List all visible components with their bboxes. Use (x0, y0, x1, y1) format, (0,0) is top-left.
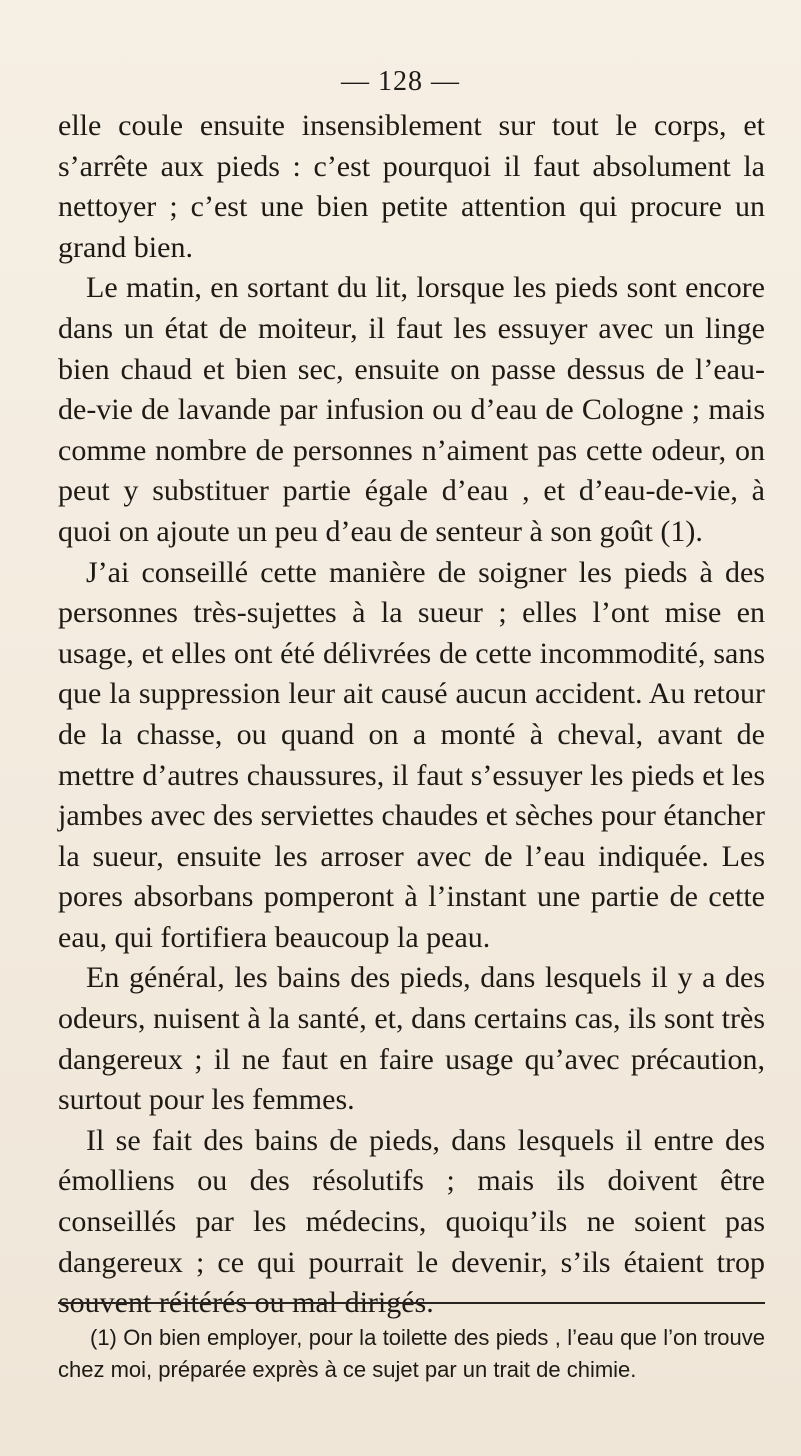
footnote-rule (58, 1302, 765, 1304)
paragraph-2: Le matin, en sortant du lit, lorsque les pieds sont encore dans un état de moiteur, il faut les essuyer avec un linge bien chaud et bien sec, ensuite on passe dessus de l’eau-de-vie de lavande par infusion ou d’eau de Cologne ; mais comme nombre de personnes n’aiment pas cette odeur, on peut y substituer partie égale d’eau , et d’eau-de-vie, à quoi on ajoute un peu d’eau de senteur à son goût (1). (58, 271, 765, 548)
main-text (58, 106, 765, 1324)
footnote: (1) On bien employer, pour la toilette des pieds , l’eau que l’on trouve chez moi, préparée exprès à ce sujet par un trait de chimie. (58, 1325, 765, 1382)
paragraph-1: elle coule ensuite insensiblement sur tout le corps, et s’arrête aux pieds : c’est pourquoi il faut absolument la nettoyer ; c’est une bien petite attention qui procure un grand bien. (58, 109, 765, 264)
paragraph-3: J’ai conseillé cette manière de soigner les pieds à des personnes très-sujettes à la sueur ; elles l’ont mise en usage, et elles ont été délivrées de cette incommodité, sans que la suppression leur ait causé aucun accident. Au retour de la chasse, ou quand on a monté à cheval, avant de mettre d’autres chaussures, il faut s’essuyer les pieds et les jambes avec des serviettes chaudes et sèches pour étancher la sueur, ensuite les arroser avec de l’eau indiquée. Les pores absorbans pomperont à l’instant une partie de cette eau, qui fortifiera beaucoup la peau. (58, 555, 765, 954)
paragraph-4: En général, les bains des pieds, dans lesquels il y a des odeurs, nuisent à la santé, et, dans certains cas, ils sont très dangereux ; il ne faut en faire usage qu’avec précaution, surtout pour les femmes. (58, 961, 765, 1117)
page-number: — 128 — (341, 66, 460, 97)
paragraph-5: Il se fait des bains de pieds, dans lesquels il entre des émolliens ou des résolutifs ; mais ils doivent être conseillés par les médecins, quoiqu’ils ne soient pas dangereux ; ce qui pourrait le devenir, s’ils étaient trop souvent réitérés ou mal dirigés. (58, 1123, 765, 1320)
